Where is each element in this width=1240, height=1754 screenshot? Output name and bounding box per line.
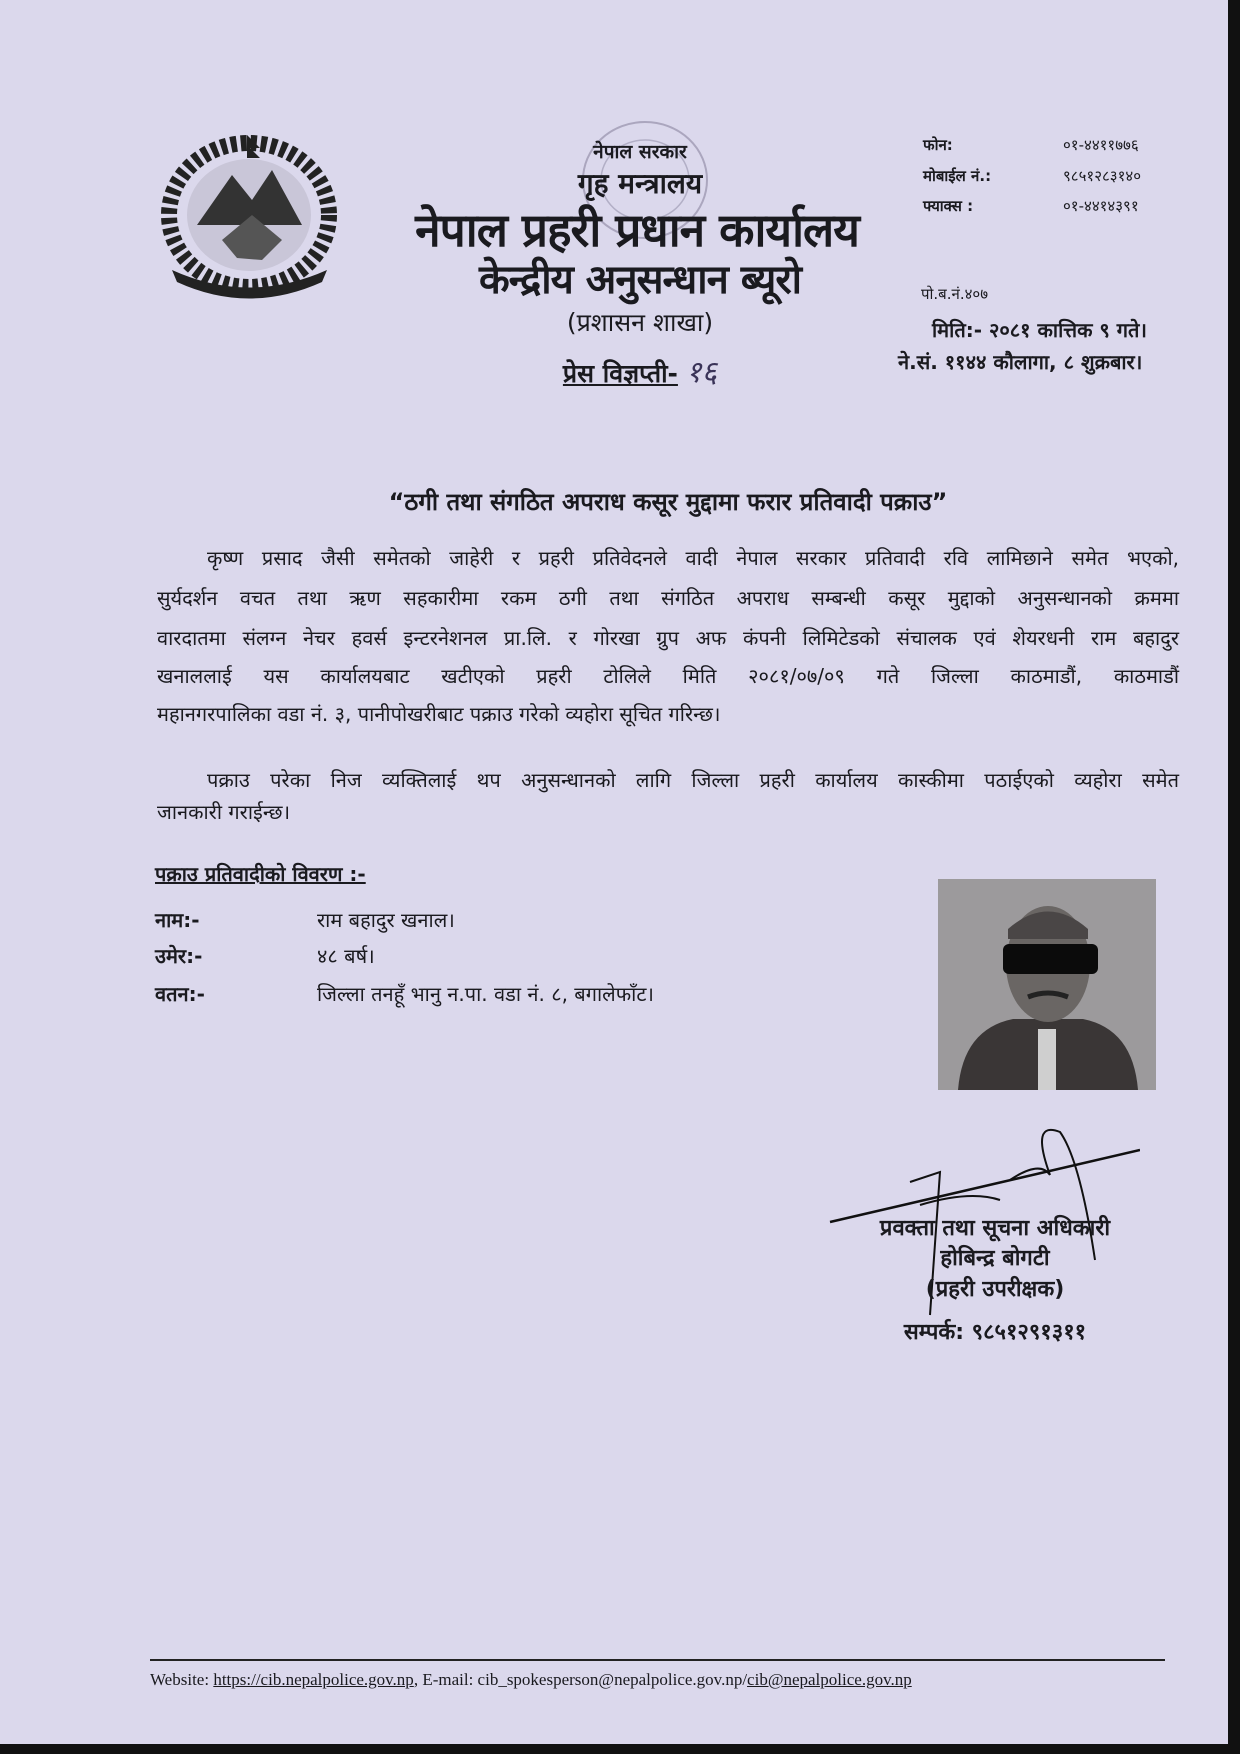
email-label: , E-mail: cib_spokesperson@nepalpolice.gov.np/ [413,1670,748,1689]
press-release-heading [563,350,717,391]
age-label: उमेर:- [155,944,203,968]
fax-value: ०१-४४१४३९१ [1063,197,1139,215]
nepal-emblem-icon [152,130,347,300]
address-label: वतन:- [155,982,205,1006]
signatory-name: होबिन्द्र बोगटी [940,1246,1050,1271]
phone-label: फोन: [923,136,953,154]
paragraph-line: महानगरपालिका वडा नं. ३, पानीपोखरीबाट पक्राउ गरेको व्यहोरा सूचित गरिन्छ। [157,702,721,726]
address-value: जिल्ला तनहूँ भानु न.पा. वडा नं. ८, बगालेफाँट। [317,982,654,1006]
website-link[interactable]: https://cib.nepalpolice.gov.np [213,1670,414,1689]
fax-label: फ्याक्स : [923,197,974,215]
scan-border-right [1228,0,1240,1754]
signatory-contact: सम्पर्क: ९८५१२९१३११ [903,1320,1087,1345]
name-label: नाम:- [155,908,200,932]
details-heading: पक्राउ प्रतिवादीको विवरण :- [155,862,366,886]
paragraph-line: वारदातमा संलग्न नेचर हवर्स इन्टरनेशनल प्रा.लि. र गोरखा ग्रुप अफ कंपनी लिमिटेडको संचालक एवं शेयरधनी राम बहादुर [157,626,1179,650]
eye-censor-bar [1003,944,1098,974]
mobile-value: ९८५१२८३१४० [1063,167,1142,185]
po-box: पो.ब.नं.४०७ [921,285,988,303]
document-title: “ठगी तथा संगठित अपराध कसूर मुद्दामा फरार प्रतिवादी पक्राउ” [388,488,948,516]
signatory-rank: (प्रहरी उपरीक्षक) [925,1277,1065,1302]
name-value: राम बहादुर खनाल। [317,908,455,932]
age-value: ४८ बर्ष। [317,944,375,968]
scan-border-bottom [0,1744,1240,1754]
press-release-label: प्रेस विज्ञप्ती- [562,359,678,388]
website-label: Website: [150,1670,210,1689]
press-release-number: १६ [685,355,718,390]
date: मिति:- २०८१ कात्तिक ९ गते। [932,318,1148,342]
nepal-sambat-date: ने.सं. ११४४ कौलागा, ८ शुक्रबार। [898,350,1143,374]
office-name: नेपाल प्रहरी प्रधान कार्यालय [415,203,859,257]
paragraph-line: सुर्यदर्शन वचत तथा ऋण सहकारीमा रकम ठगी तथा संगठित अपराध सम्बन्धी कसूर मुद्दाको अनुसन्धानको क्रममा [157,586,1179,610]
email-link[interactable]: cib@nepalpolice.gov.np [747,1670,912,1689]
footer-divider [150,1659,1165,1661]
accused-photo [938,879,1156,1090]
paragraph-line: जानकारी गराईन्छ। [157,800,291,824]
paragraph-line: पक्राउ परेका निज व्यक्तिलाई थप अनुसन्धानको लागि जिल्ला प्रहरी कार्यालय कास्कीमा पठाईएको व्यहोरा समेत [207,768,1179,792]
ministry-name: गृह मन्त्रालय [577,167,703,200]
paragraph-line: कृष्ण प्रसाद जैसी समेतको जाहेरी र प्रहरी प्रतिवेदनले वादी नेपाल सरकार प्रतिवादी रवि लामिछाने समेत भएको, [207,546,1179,570]
phone-value: ०१-४४११७७६ [1063,136,1139,154]
paragraph-line: खनाललाई यस कार्यालयबाट खटीएको प्रहरी टोलिले मिति २०८१/०७/०९ गते जिल्ला काठमाडौं, काठमाडौं [157,664,1179,688]
footer-contact [150,1670,912,1690]
government-name: नेपाल सरकार [593,141,687,163]
signatory-designation: प्रवक्ता तथा सूचना अधिकारी [879,1216,1111,1241]
bureau-name: केन्द्रीय अनुसन्धान ब्यूरो [478,257,802,303]
branch-name: (प्रशासन शाखा) [566,308,714,337]
mobile-label: मोबाईल नं.: [923,167,992,185]
